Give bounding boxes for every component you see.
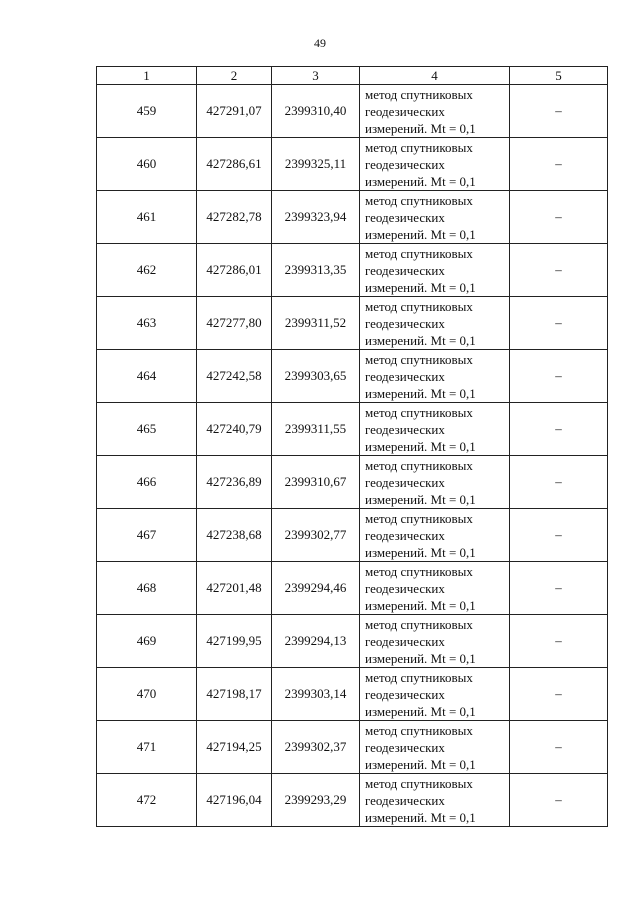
table-row [97,350,608,403]
method-line: геодезических [365,792,445,808]
coordinate-x: 427286,61 [197,138,272,191]
method-description [360,721,510,774]
table-row [97,297,608,350]
coordinate-x: 427236,89 [197,456,272,509]
method-line: геодезических [365,474,445,490]
note-dash: – [510,350,608,403]
method-line: измерений. Mt = 0,1 [365,279,476,295]
method-line: геодезических [365,209,445,225]
table-row [97,403,608,456]
method-line: геодезических [365,527,445,543]
coordinate-x: 427286,01 [197,244,272,297]
coordinate-y: 2399323,94 [272,191,360,244]
method-line: измерений. Mt = 0,1 [365,597,476,613]
point-number: 469 [97,615,197,668]
point-number: 460 [97,138,197,191]
method-description [360,456,510,509]
method-line: геодезических [365,580,445,596]
column-header-1: 1 [97,67,197,85]
method-description [360,138,510,191]
method-description [360,350,510,403]
coordinate-y: 2399294,13 [272,615,360,668]
table-row [97,509,608,562]
method-line: геодезических [365,686,445,702]
coordinate-y: 2399310,67 [272,456,360,509]
point-number: 470 [97,668,197,721]
method-line: метод спутниковых [365,563,473,579]
note-dash: – [510,456,608,509]
point-number: 459 [97,85,197,138]
table-row [97,668,608,721]
coordinate-y: 2399302,37 [272,721,360,774]
method-description [360,297,510,350]
method-line: измерений. Mt = 0,1 [365,756,476,772]
coordinate-x: 427201,48 [197,562,272,615]
coordinate-x: 427199,95 [197,615,272,668]
method-description [360,774,510,827]
note-dash: – [510,85,608,138]
coordinate-x: 427194,25 [197,721,272,774]
table-row [97,774,608,827]
note-dash: – [510,244,608,297]
coordinate-x: 427198,17 [197,668,272,721]
table-row [97,244,608,297]
method-line: метод спутниковых [365,86,473,102]
method-description [360,562,510,615]
coordinate-x: 427196,04 [197,774,272,827]
point-number: 465 [97,403,197,456]
point-number: 467 [97,509,197,562]
coordinate-x: 427240,79 [197,403,272,456]
method-line: измерений. Mt = 0,1 [365,120,476,136]
method-description [360,615,510,668]
method-line: метод спутниковых [365,457,473,473]
table-row [97,721,608,774]
note-dash: – [510,562,608,615]
note-dash: – [510,509,608,562]
column-header-5: 5 [510,67,608,85]
method-line: метод спутниковых [365,192,473,208]
method-description [360,668,510,721]
note-dash: – [510,138,608,191]
coordinate-y: 2399311,52 [272,297,360,350]
method-line: метод спутниковых [365,245,473,261]
coordinate-x: 427238,68 [197,509,272,562]
method-line: геодезических [365,633,445,649]
method-line: метод спутниковых [365,139,473,155]
point-number: 472 [97,774,197,827]
page-number: 49 [314,36,326,50]
note-dash: – [510,721,608,774]
method-line: метод спутниковых [365,298,473,314]
column-header-3: 3 [272,67,360,85]
coordinate-y: 2399293,29 [272,774,360,827]
method-line: метод спутниковых [365,351,473,367]
column-header-2: 2 [197,67,272,85]
note-dash: – [510,615,608,668]
method-line: измерений. Mt = 0,1 [365,332,476,348]
method-line: геодезических [365,368,445,384]
coordinate-y: 2399302,77 [272,509,360,562]
point-number: 471 [97,721,197,774]
method-line: метод спутниковых [365,404,473,420]
coordinate-y: 2399294,46 [272,562,360,615]
coordinate-y: 2399303,14 [272,668,360,721]
method-line: измерений. Mt = 0,1 [365,173,476,189]
method-line: измерений. Mt = 0,1 [365,438,476,454]
method-line: измерений. Mt = 0,1 [365,650,476,666]
method-line: измерений. Mt = 0,1 [365,226,476,242]
coordinates-table [96,66,608,827]
column-header-4: 4 [360,67,510,85]
coordinate-y: 2399313,35 [272,244,360,297]
point-number: 462 [97,244,197,297]
table-body [97,85,608,827]
coordinate-x: 427282,78 [197,191,272,244]
method-line: измерений. Mt = 0,1 [365,544,476,560]
method-line: геодезических [365,315,445,331]
method-line: измерений. Mt = 0,1 [365,703,476,719]
coordinate-y: 2399325,11 [272,138,360,191]
method-line: метод спутниковых [365,669,473,685]
method-line: геодезических [365,421,445,437]
table-row [97,562,608,615]
coordinate-y: 2399303,65 [272,350,360,403]
coordinate-x: 427291,07 [197,85,272,138]
method-line: геодезических [365,739,445,755]
header-row [97,67,608,85]
method-line: геодезических [365,156,445,172]
coordinate-y: 2399311,55 [272,403,360,456]
table-row [97,138,608,191]
point-number: 466 [97,456,197,509]
coordinate-x: 427277,80 [197,297,272,350]
note-dash: – [510,774,608,827]
method-line: метод спутниковых [365,616,473,632]
table-row [97,191,608,244]
method-line: измерений. Mt = 0,1 [365,491,476,507]
point-number: 464 [97,350,197,403]
method-description [360,403,510,456]
point-number: 461 [97,191,197,244]
note-dash: – [510,403,608,456]
method-line: метод спутниковых [365,510,473,526]
method-line: измерений. Mt = 0,1 [365,809,476,825]
method-line: геодезических [365,262,445,278]
coordinate-x: 427242,58 [197,350,272,403]
coordinate-y: 2399310,40 [272,85,360,138]
method-description [360,244,510,297]
note-dash: – [510,297,608,350]
table-row [97,85,608,138]
method-line: метод спутниковых [365,775,473,791]
note-dash: – [510,191,608,244]
method-description [360,509,510,562]
table-row [97,456,608,509]
method-description [360,191,510,244]
table-row [97,615,608,668]
method-line: метод спутниковых [365,722,473,738]
method-line: геодезических [365,103,445,119]
point-number: 468 [97,562,197,615]
method-line: измерений. Mt = 0,1 [365,385,476,401]
note-dash: – [510,668,608,721]
point-number: 463 [97,297,197,350]
method-description [360,85,510,138]
